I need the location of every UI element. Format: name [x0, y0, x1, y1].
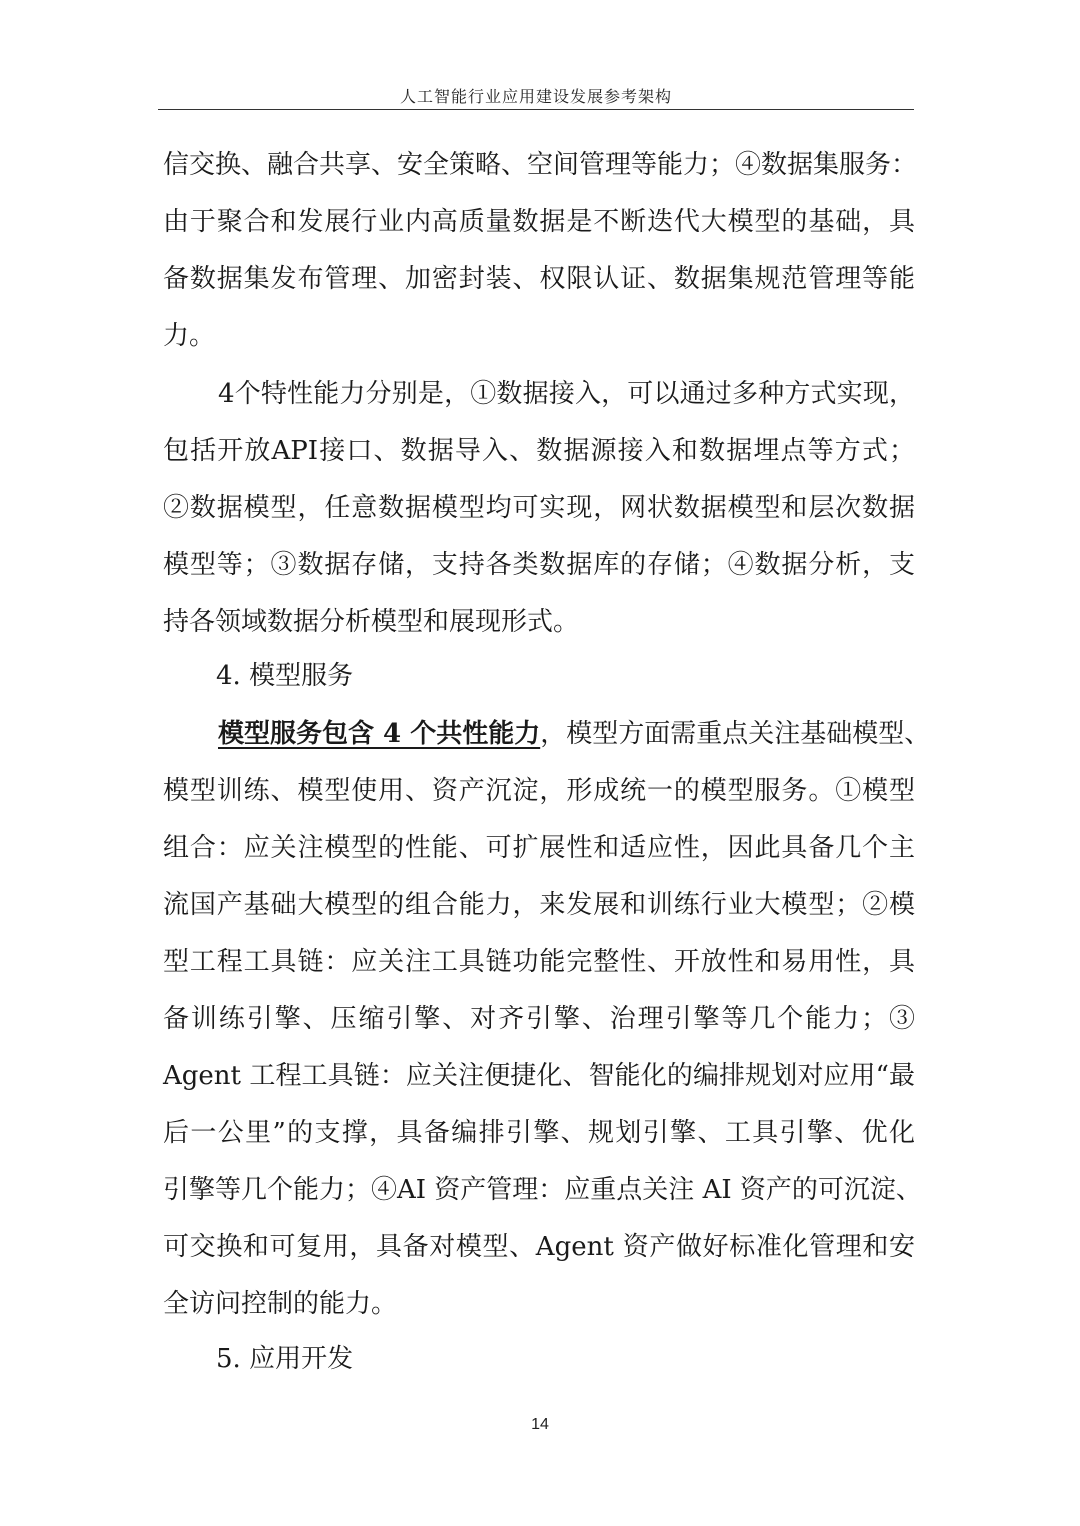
running-header: 人工智能行业应用建设发展参考架构 — [399, 87, 672, 106]
emphasized-phrase: 模型服务包含 4 个共性能力 — [218, 719, 541, 749]
body-line: 型工程工具链：应关注工具链功能完整性、开放性和易用性，具 — [163, 947, 915, 977]
body-line: 全访问控制的能力。 — [163, 1289, 398, 1319]
body-line: Agent 工程工具链：应关注便捷化、智能化的编排规划对应用“最 — [163, 1061, 915, 1091]
body-line: 信交换、融合共享、安全策略、空间管理等能力；④数据集服务： — [163, 150, 918, 180]
body-line: 引擎等几个能力；④AI 资产管理：应重点关注 AI 资产的可沉淀、 — [163, 1175, 922, 1205]
section-heading: 4. 模型服务 — [216, 661, 354, 691]
body-line: 备训练引擎、压缩引擎、对齐引擎、治理引擎等几个能力；③ — [163, 1004, 915, 1034]
section-heading: 5. 应用开发 — [216, 1344, 354, 1374]
page-number: 14 — [531, 1416, 549, 1433]
body-line: 力。 — [163, 321, 216, 351]
body-line: 后一公里”的支撑，具备编排引擎、规划引擎、工具引擎、优化 — [163, 1118, 915, 1148]
body-line: 模型等；③数据存储，支持各类数据库的存储；④数据分析，支 — [163, 550, 915, 580]
header-rule — [158, 109, 914, 110]
body-line: 4个特性能力分别是，①数据接入，可以通过多种方式实现， — [218, 379, 915, 409]
body-line: 组合：应关注模型的性能、可扩展性和适应性，因此具备几个主 — [163, 833, 915, 863]
body-line: 流国产基础大模型的组合能力，来发展和训练行业大模型；②模 — [163, 890, 915, 920]
body-line: 可交换和可复用，具备对模型、Agent 资产做好标准化管理和安 — [163, 1232, 915, 1262]
body-line: 持各领域数据分析模型和展现形式。 — [163, 607, 580, 637]
body-line: ②数据模型，任意数据模型均可实现，网状数据模型和层次数据 — [163, 493, 915, 523]
body-line — [218, 714, 931, 754]
body-line: 包括开放API接口、数据导入、数据源接入和数据埋点等方式； — [163, 436, 915, 466]
body-line: 由于聚合和发展行业内高质量数据是不断迭代大模型的基础，具 — [163, 207, 915, 237]
body-text: ，模型方面需重点关注基础模型、 — [540, 719, 931, 749]
body-line: 模型训练、模型使用、资产沉淀，形成统一的模型服务。①模型 — [163, 776, 915, 806]
body-line: 备数据集发布管理、加密封装、权限认证、数据集规范管理等能 — [163, 264, 915, 294]
